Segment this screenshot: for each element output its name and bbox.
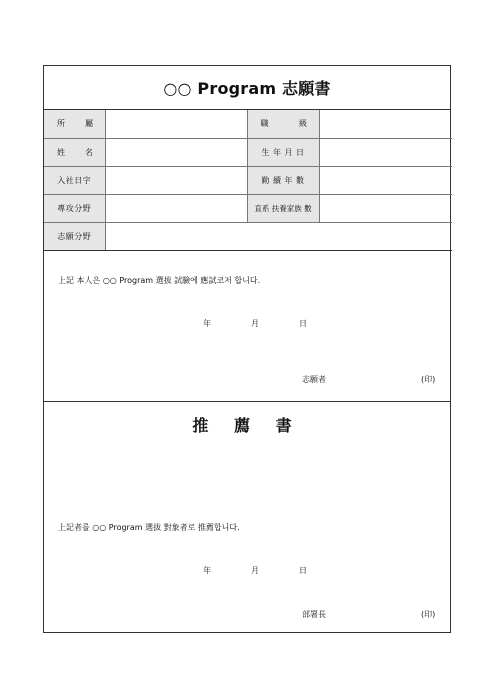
application-day-label: 日	[299, 319, 307, 328]
join-date-value-cell[interactable]	[105, 166, 247, 194]
application-form	[43, 65, 451, 633]
application-statement-section	[44, 255, 450, 402]
dependents-label: 直系 扶養家族 數	[247, 194, 319, 222]
applicant-seal-mark: (印)	[421, 375, 436, 384]
application-statement: 上記 本人은 ○○ Program 選拔 試驗에 應試코저 합니다.	[58, 276, 261, 285]
major-label: 專攻分野	[44, 194, 105, 222]
affiliation-value-cell[interactable]	[105, 110, 247, 138]
applicant-info-table	[44, 110, 452, 251]
affiliation-label	[44, 110, 105, 138]
major-value-cell[interactable]	[105, 194, 247, 222]
join-date-label: 入社日字	[44, 166, 105, 194]
form-title: ○○ Program 志願書	[44, 66, 450, 110]
name-value-cell[interactable]	[105, 138, 247, 166]
rank-label	[247, 110, 319, 138]
dependents-value-cell[interactable]	[319, 194, 452, 222]
service-years-label: 勤 續 年 數	[247, 166, 319, 194]
table-row	[44, 110, 452, 138]
application-year-label: 年	[203, 319, 211, 328]
affiliation-label-text: 所 屬	[57, 119, 94, 129]
apply-field-label: 志願分野	[44, 222, 105, 250]
table-row	[44, 138, 452, 166]
application-month-label: 月	[251, 319, 259, 328]
rank-value-cell[interactable]	[319, 110, 452, 138]
recommendation-day-label: 日	[299, 566, 307, 575]
recommendation-year-label: 年	[203, 566, 211, 575]
table-row	[44, 222, 452, 250]
name-label	[44, 138, 105, 166]
recommendation-section	[44, 402, 450, 634]
name-label-text: 姓 名	[57, 147, 94, 157]
department-head-signer-label: 部署長	[302, 610, 326, 619]
birth-label: 生 年 月 日	[247, 138, 319, 166]
department-head-seal-mark: (印)	[421, 610, 436, 619]
recommendation-statement: 上記者를 ○○ Program 選拔 對象者로 推薦합니다.	[58, 523, 240, 532]
recommendation-title: 推 薦 書	[192, 416, 302, 435]
apply-field-value-cell[interactable]	[105, 222, 452, 250]
recommendation-month-label: 月	[251, 566, 259, 575]
service-years-value-cell[interactable]	[319, 166, 452, 194]
birth-value-cell[interactable]	[319, 138, 452, 166]
table-row	[44, 166, 452, 194]
rank-label-text: 職 級	[260, 119, 308, 129]
applicant-signer-label: 志願者	[302, 375, 326, 384]
table-row	[44, 194, 452, 222]
